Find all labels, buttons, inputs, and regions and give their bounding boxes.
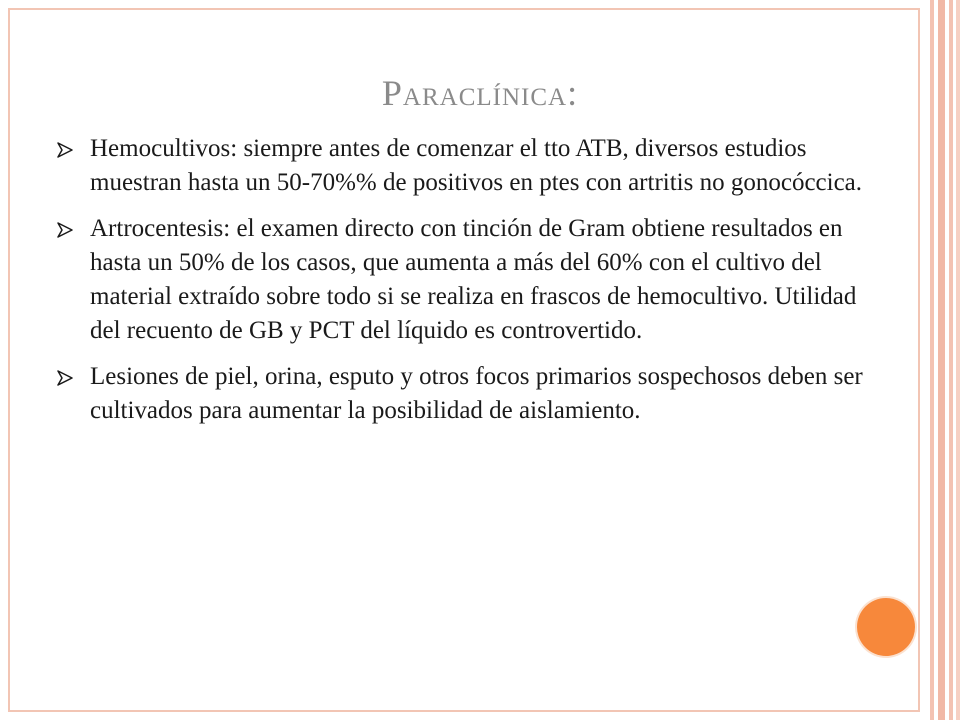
bullet-text: Artrocentesis: el examen directo con tinción de Gram obtiene resultados en hasta un 50% de los casos, que aumenta a más del 60% con el cultivo del material extraído sobre todo si se realiza en frascos de hemocultivo. Utilidad del recuento de GB y PCT del líquido es controvertido.	[90, 215, 857, 344]
orange-circle-decoration	[857, 598, 915, 656]
bullet-item-artrocentesis	[56, 212, 876, 348]
bullet-text: Lesiones de piel, orina, esputo y otros focos primarios sospechosos deben ser cultivados para aumentar la posibilidad de aislamiento.	[90, 363, 863, 424]
bullet-list	[56, 132, 876, 440]
arrow-bullet-icon	[56, 141, 74, 159]
bullet-text: Hemocultivos: siempre antes de comenzar el tto ATB, diversos estudios muestran hasta un 50-70%% de positivos en ptes con artritis no gonocóccica.	[90, 135, 863, 196]
bullet-item-hemocultivos	[56, 132, 876, 200]
bullet-item-lesiones	[56, 360, 876, 428]
arrow-bullet-icon	[56, 369, 74, 387]
slide-title: Paraclínica:	[381, 73, 579, 113]
arrow-bullet-icon	[56, 221, 74, 239]
